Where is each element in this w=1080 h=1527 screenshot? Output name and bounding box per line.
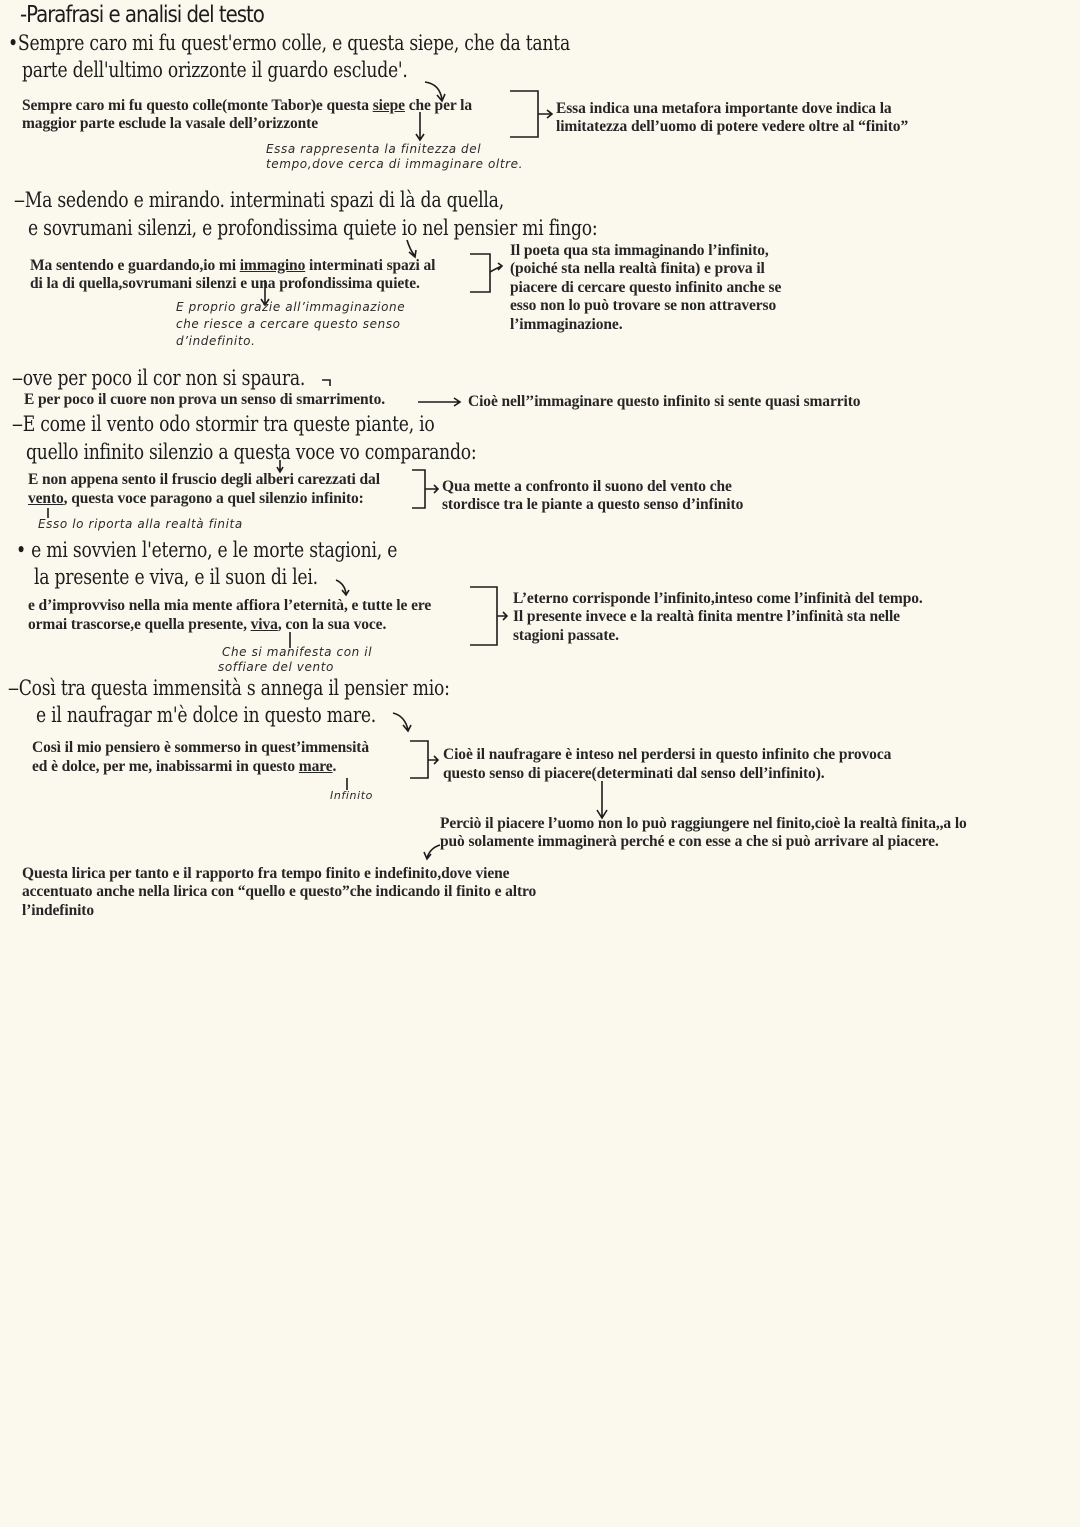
- handwritten-note: che riesce a cercare questo senso: [176, 317, 401, 331]
- text: , con la sua voce.: [277, 616, 387, 633]
- text: ed è dolce, per me, inabissarmi in questo: [32, 758, 299, 775]
- handwritten-note: Esso lo riporta alla realtà finita: [38, 517, 243, 531]
- verse-line: e il naufragar m'è dolce in questo mare.: [36, 703, 377, 727]
- verse-line: e sovrumani silenzi, e profondissima quiete io nel pensier mi fingo:: [28, 216, 598, 240]
- paraphrase-line: di la di quella,sovrumani silenzi e una profondissima quiete.: [30, 275, 420, 292]
- paraphrase-line: Così il mio pensiero è sommerso in quest’immensità: [32, 739, 369, 756]
- comment-line: limitatezza dell’uomo di potere vedere oltre al “finito”: [556, 118, 909, 135]
- verse-line: ‒E come il vento odo stormir tra queste piante, io: [12, 412, 435, 436]
- underlined-word: immagino: [239, 257, 306, 274]
- paraphrase-line: [28, 490, 364, 508]
- text: .: [332, 758, 337, 775]
- comment-line: stordisce tra le piante a questo senso d’infinito: [442, 496, 744, 513]
- verse-line: ‒Così tra questa immensità s annega il pensier mio:: [8, 676, 450, 700]
- underlined-word: siepe: [372, 97, 405, 114]
- paraphrase-line: maggior parte esclude la vasale dell’orizzonte: [22, 115, 319, 132]
- verse-line: la presente e viva, e il suon di lei.: [34, 565, 318, 589]
- verse-line: ‒Ma sedendo e mirando. interminati spazi di là da quella,: [14, 188, 504, 212]
- verse-line: •Sempre caro mi fu quest'ermo colle, e questa siepe, che da tanta: [8, 31, 570, 55]
- handwritten-note: E proprio grazie all’immaginazione: [176, 300, 406, 314]
- text: ormai trascorse,e quella presente,: [28, 616, 251, 633]
- text: interminati spazi al: [305, 257, 436, 274]
- conclusion-line: Questa lirica per tanto e il rapporto fra tempo finito e indefinito,dove viene: [22, 865, 510, 882]
- paraphrase-line: [22, 97, 472, 115]
- comment-line: Qua mette a confronto il suono del vento che: [442, 478, 732, 495]
- underlined-word: viva: [250, 616, 278, 633]
- text: Sempre caro mi fu questo colle(monte Tabor)e questa: [22, 97, 373, 114]
- text: , questa voce paragono a quel silenzio infinito:: [63, 490, 364, 507]
- verse-line: • e mi sovvien l'eterno, e le morte stagioni, e: [16, 538, 398, 562]
- handwritten-note: Infinito: [330, 789, 374, 802]
- verse-line: parte dell'ultimo orizzonte il guardo esclude'.: [22, 58, 408, 82]
- text: che per la: [404, 97, 472, 114]
- conclusion-line: accentuato anche nella lirica con “quello e questo”che indicando il finito e altro: [22, 883, 537, 900]
- page-title: -Parafrasi e analisi del testo: [20, 2, 264, 28]
- underlined-word: vento: [28, 490, 64, 507]
- followup-line: può solamente immaginerà perché e con esse a che si può arrivare al piacere.: [440, 833, 939, 850]
- paraphrase-line: E non appena sento il fruscio degli alberi carezzati dal: [28, 471, 380, 488]
- comment-line: Il poeta qua sta immaginando l’infinito,: [510, 242, 769, 259]
- paraphrase-line: [32, 758, 336, 776]
- comment-line: Cioè il naufragare è inteso nel perdersi in questo infinito che provoca: [443, 746, 892, 763]
- verse-line: quello infinito silenzio a questa voce vo comparando:: [26, 440, 477, 464]
- comment-line: esso non lo può trovare se non attraverso: [510, 297, 777, 314]
- followup-line: Perciò il piacere l’uomo non lo può raggiungere nel finito,cioè la realtà finita,,a lo: [440, 815, 967, 832]
- conclusion-line: l’indefinito: [22, 902, 95, 919]
- comment-line: piacere di cercare questo infinito anche se: [510, 279, 782, 296]
- comment-line: (poiché sta nella realtà finita) e prova il: [510, 260, 765, 277]
- handwritten-note: soffiare del vento: [218, 660, 334, 674]
- underlined-word: mare: [298, 758, 333, 775]
- comment-line: Essa indica una metafora importante dove indica la: [556, 100, 892, 117]
- paraphrase-line: e d’improvviso nella mia mente affiora l’eternità, e tutte le ere: [28, 597, 432, 614]
- handwritten-note: Essa rappresenta la finitezza del: [266, 142, 482, 156]
- handwritten-note: Che si manifesta con il: [222, 645, 373, 659]
- comment-line: l’immaginazione.: [510, 316, 623, 333]
- comment-line: L’eterno corrisponde l’infinito,inteso come l’infinità del tempo.: [513, 590, 923, 607]
- paraphrase-line: [30, 257, 435, 275]
- comment-line: questo senso di piacere(determinati dal senso dell’infinito).: [443, 765, 825, 782]
- handwritten-note: tempo,dove cerca di immaginare oltre.: [266, 157, 524, 171]
- comment-line: Cioè nell’’immaginare questo infinito si sente quasi smarrito: [468, 393, 861, 410]
- comment-line: Il presente invece e la realtà finita mentre l’infinità sta nelle: [513, 608, 900, 625]
- paraphrase-line: [28, 616, 386, 634]
- verse-line: ‒ove per poco il cor non si spaura.: [12, 366, 306, 390]
- paraphrase-line: E per poco il cuore non prova un senso di smarrimento.: [24, 391, 386, 408]
- text: Ma sentendo e guardando,io mi: [30, 257, 240, 274]
- handwritten-note: d’indefinito.: [176, 334, 256, 348]
- comment-line: stagioni passate.: [513, 627, 619, 644]
